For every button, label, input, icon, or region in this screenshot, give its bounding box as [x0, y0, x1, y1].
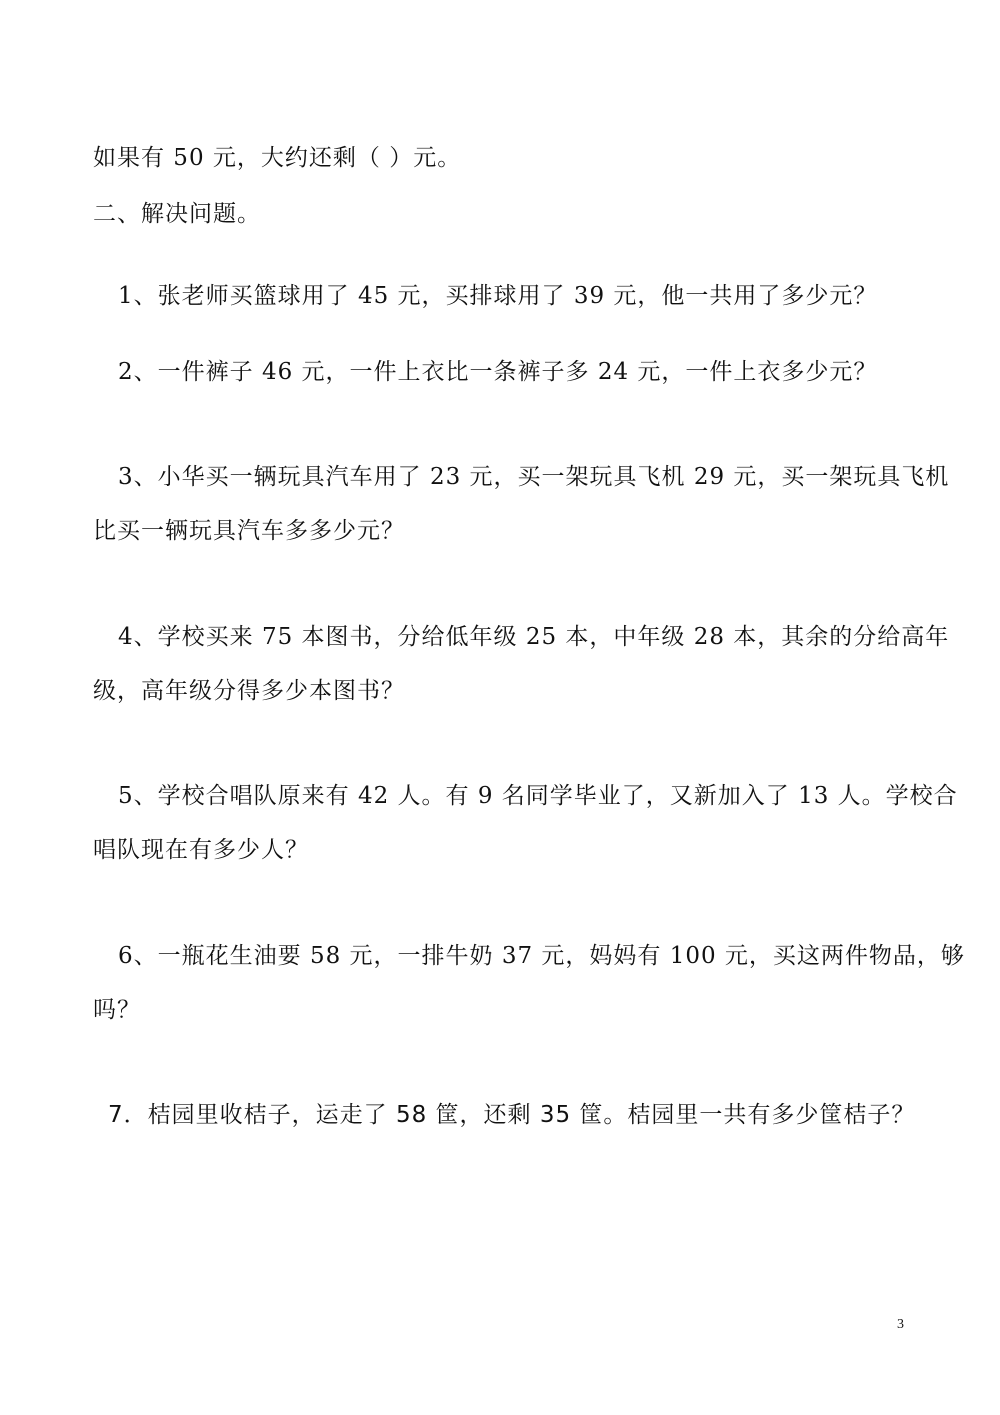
page-number: 3 [897, 1317, 904, 1332]
problem-5-line-2: 唱队现在有多少人？ [93, 837, 309, 863]
problem-6-line-1: 6、一瓶花生油要 58 元，一排牛奶 37 元，妈妈有 100 元，买这两件物品，够 [118, 943, 965, 969]
problem-2-line-1: 2、一件裤子 46 元，一件上衣比一条裤子多 24 元，一件上衣多少元？ [118, 359, 878, 385]
problem-1-line-1: 1、张老师买篮球用了 45 元，买排球用了 39 元，他一共用了多少元？ [118, 283, 878, 309]
problem-3-line-1: 3、小华买一辆玩具汽车用了 23 元，买一架玩具飞机 29 元，买一架玩具飞机 [118, 464, 950, 490]
intro-line: 如果有 50 元，大约还剩（ ）元。 [93, 145, 462, 171]
problem-7-line-1: 7．桔园里收桔子，运走了 58 筐，还剩 35 筐。桔园里一共有多少筐桔子？ [108, 1102, 916, 1128]
problem-5-line-1: 5、学校合唱队原来有 42 人。有 9 名同学毕业了，又新加入了 13 人。学校合 [118, 783, 958, 809]
problem-4-line-1: 4、学校买来 75 本图书，分给低年级 25 本，中年级 28 本，其余的分给高年 [118, 624, 950, 650]
problem-4-line-2: 级，高年级分得多少本图书？ [93, 678, 405, 704]
problem-6-line-2: 吗？ [93, 997, 141, 1023]
section-heading: 二、解决问题。 [93, 201, 261, 227]
problem-3-line-2: 比买一辆玩具汽车多多少元？ [93, 518, 405, 544]
